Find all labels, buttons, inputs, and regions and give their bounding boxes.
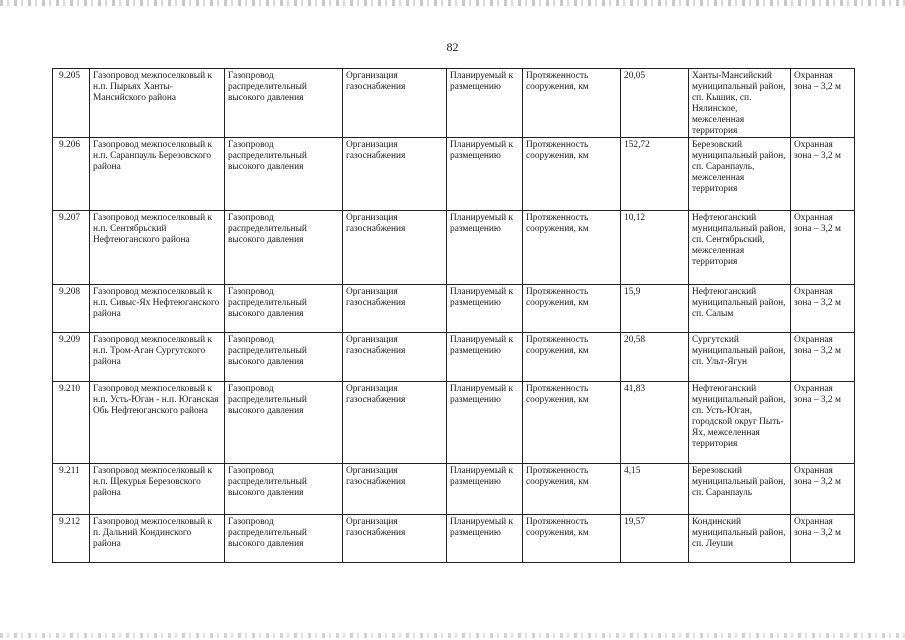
characteristic-name: Протяженность сооружения, км bbox=[523, 515, 621, 563]
object-purpose: Организация газоснабжения bbox=[343, 333, 447, 382]
characteristic-name: Протяженность сооружения, км bbox=[523, 382, 621, 464]
table-row bbox=[53, 515, 855, 563]
object-purpose: Организация газоснабжения bbox=[343, 382, 447, 464]
characteristic-value: 19,57 bbox=[621, 515, 689, 563]
object-location: Нефтеюганский муниципальный район, сп. Сентябрьский, межселенная территория bbox=[689, 211, 791, 285]
row-number: 9.205 bbox=[53, 69, 90, 138]
object-status: Планируемый к размещению bbox=[447, 464, 523, 515]
object-status: Планируемый к размещению bbox=[447, 382, 523, 464]
table-row bbox=[53, 285, 855, 333]
protection-zone: Охранная зона – 3,2 м bbox=[791, 464, 855, 515]
characteristic-value: 10,12 bbox=[621, 211, 689, 285]
table-row bbox=[53, 382, 855, 464]
object-name: Газопровод межпоселковый к н.п. Пырьях Ханты-Мансийского района bbox=[90, 69, 225, 138]
protection-zone: Охранная зона – 3,2 м bbox=[791, 515, 855, 563]
object-type: Газопровод распределительный высокого давления bbox=[225, 382, 343, 464]
characteristic-value: 20,05 bbox=[621, 69, 689, 138]
protection-zone: Охранная зона – 3,2 м bbox=[791, 382, 855, 464]
object-type: Газопровод распределительный высокого давления bbox=[225, 285, 343, 333]
object-location: Нефтеюганский муниципальный район, сп. Салым bbox=[689, 285, 791, 333]
characteristic-name: Протяженность сооружения, км bbox=[523, 285, 621, 333]
object-status: Планируемый к размещению bbox=[447, 515, 523, 563]
object-type: Газопровод распределительный высокого давления bbox=[225, 515, 343, 563]
object-type: Газопровод распределительный высокого давления bbox=[225, 69, 343, 138]
object-type: Газопровод распределительный высокого давления bbox=[225, 138, 343, 211]
object-purpose: Организация газоснабжения bbox=[343, 515, 447, 563]
characteristic-value: 41,83 bbox=[621, 382, 689, 464]
object-location: Ханты-Мансийский муниципальный район, сп. Кышик, сп. Нялинское, межселенная территория bbox=[689, 69, 791, 138]
table-row bbox=[53, 464, 855, 515]
object-type: Газопровод распределительный высокого давления bbox=[225, 464, 343, 515]
object-location: Березовский муниципальный район, сп. Саранпауль, межселенная территория bbox=[689, 138, 791, 211]
row-number: 9.212 bbox=[53, 515, 90, 563]
characteristic-name: Протяженность сооружения, км bbox=[523, 464, 621, 515]
row-number: 9.210 bbox=[53, 382, 90, 464]
row-number: 9.207 bbox=[53, 211, 90, 285]
object-name: Газопровод межпоселковый к н.п. Сентябрьский Нефтеюганского района bbox=[90, 211, 225, 285]
object-name: Газопровод межпоселковый к н.п. Усть-Юган - н.п. Юганская Обь Нефтеюганского района bbox=[90, 382, 225, 464]
object-name: Газопровод межпоселковый к н.п. Саранпауль Березовского района bbox=[90, 138, 225, 211]
object-status: Планируемый к размещению bbox=[447, 285, 523, 333]
object-type: Газопровод распределительный высокого давления bbox=[225, 333, 343, 382]
characteristic-value: 4,15 bbox=[621, 464, 689, 515]
gas-pipeline-table bbox=[52, 68, 855, 563]
object-location: Сургутский муниципальный район, сп. Ульт-Ягун bbox=[689, 333, 791, 382]
row-number: 9.206 bbox=[53, 138, 90, 211]
characteristic-name: Протяженность сооружения, км bbox=[523, 211, 621, 285]
characteristic-value: 20,58 bbox=[621, 333, 689, 382]
object-location: Березовский муниципальный район, сп. Саранпауль bbox=[689, 464, 791, 515]
characteristic-value: 152,72 bbox=[621, 138, 689, 211]
object-purpose: Организация газоснабжения bbox=[343, 211, 447, 285]
characteristic-name: Протяженность сооружения, км bbox=[523, 69, 621, 138]
protection-zone: Охранная зона – 3,2 м bbox=[791, 138, 855, 211]
object-status: Планируемый к размещению bbox=[447, 333, 523, 382]
object-location: Кондинский муниципальный район, сп. Леуши bbox=[689, 515, 791, 563]
table-row bbox=[53, 333, 855, 382]
protection-zone: Охранная зона – 3,2 м bbox=[791, 333, 855, 382]
object-name: Газопровод межпоселковый к п. Дальний Кондинского района bbox=[90, 515, 225, 563]
protection-zone: Охранная зона – 3,2 м bbox=[791, 211, 855, 285]
object-purpose: Организация газоснабжения bbox=[343, 285, 447, 333]
row-number: 9.209 bbox=[53, 333, 90, 382]
protection-zone: Охранная зона – 3,2 м bbox=[791, 285, 855, 333]
scan-top-edge bbox=[0, 0, 905, 6]
object-location: Нефтеюганский муниципальный район, сп. Усть-Юган, городской округ Пыть-Ях, межселенная территория bbox=[689, 382, 791, 464]
table-row bbox=[53, 138, 855, 211]
characteristic-name: Протяженность сооружения, км bbox=[523, 138, 621, 211]
table-row bbox=[53, 211, 855, 285]
scan-bottom-edge bbox=[0, 633, 905, 638]
object-purpose: Организация газоснабжения bbox=[343, 69, 447, 138]
object-purpose: Организация газоснабжения bbox=[343, 464, 447, 515]
page-number: 82 bbox=[446, 40, 459, 54]
object-name: Газопровод межпоселковый к н.п. Тром-Аган Сургутского района bbox=[90, 333, 225, 382]
object-status: Планируемый к размещению bbox=[447, 211, 523, 285]
row-number: 9.208 bbox=[53, 285, 90, 333]
object-purpose: Организация газоснабжения bbox=[343, 138, 447, 211]
table-row bbox=[53, 69, 855, 138]
characteristic-value: 15,9 bbox=[621, 285, 689, 333]
row-number: 9.211 bbox=[53, 464, 90, 515]
object-status: Планируемый к размещению bbox=[447, 138, 523, 211]
object-type: Газопровод распределительный высокого давления bbox=[225, 211, 343, 285]
object-name: Газопровод межпоселковый к н.п. Сивыс-Ях Нефтеюганского района bbox=[90, 285, 225, 333]
object-name: Газопровод межпоселковый к н.п. Щекурья Березовского района bbox=[90, 464, 225, 515]
protection-zone: Охранная зона – 3,2 м bbox=[791, 69, 855, 138]
characteristic-name: Протяженность сооружения, км bbox=[523, 333, 621, 382]
object-status: Планируемый к размещению bbox=[447, 69, 523, 138]
